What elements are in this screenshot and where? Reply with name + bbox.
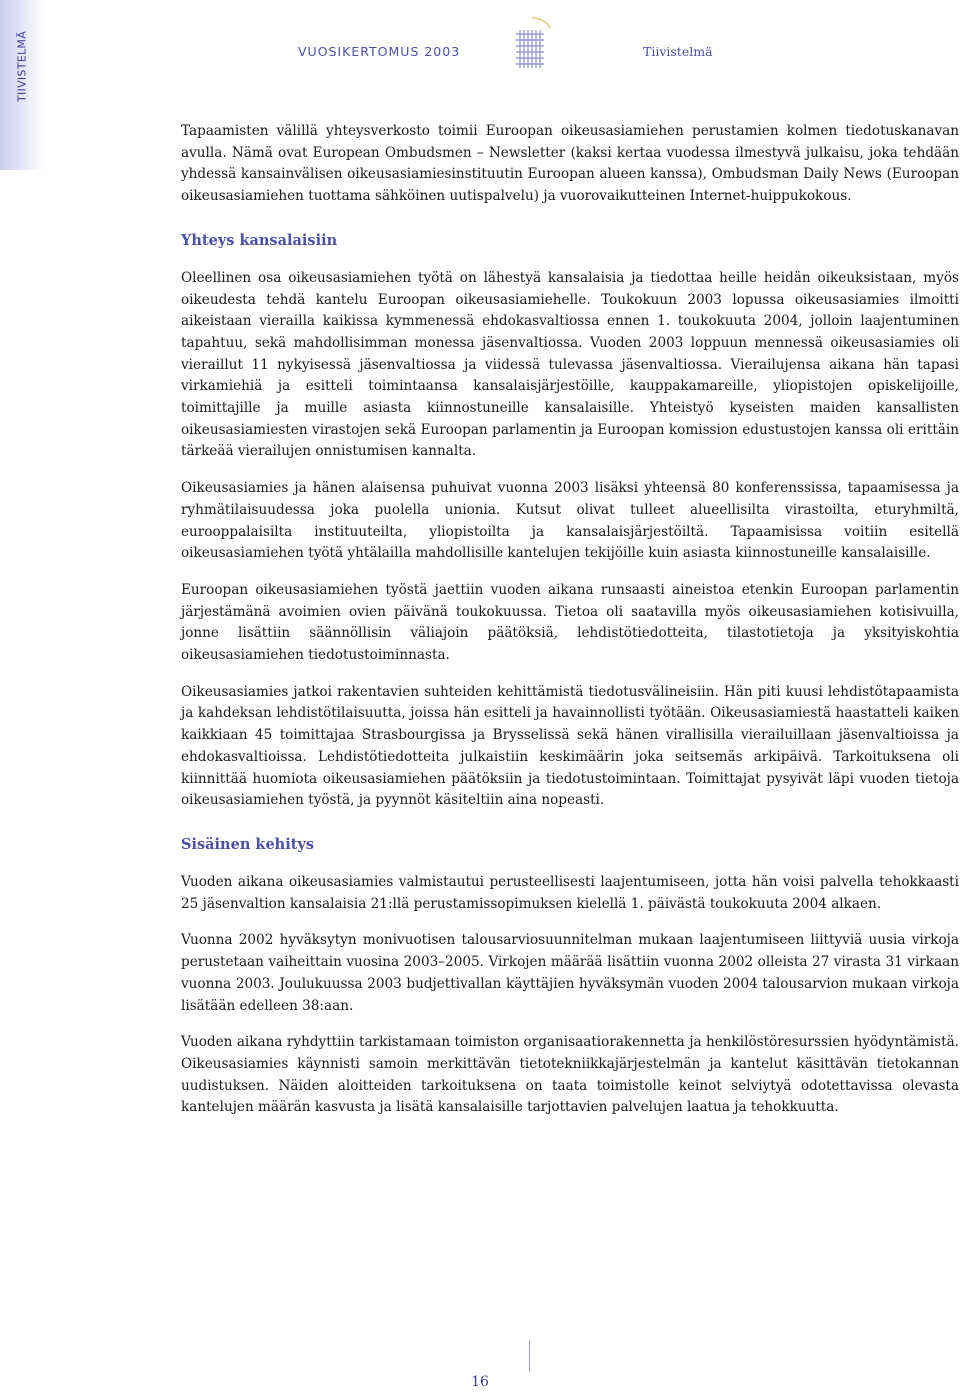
paragraph: Oikeusasiamies jatkoi rakentavien suhteiden kehittämistä tiedotusvälineisiin. Hän piti kuusi lehdistötapaamista ja kahdeksan lehdistötilaisuutta, joissa hän esitteli ja havainnollisti työtään. Oikeusasiamiestä haastatteli kaiken kaikkiaan 45 toimittajaa Strasbourgissa ja Brysselissä sekä hänen virallisilla vierailuillaan jäsenvaltioissa ja ehdokasvaltioissa. Lehdistötiedotteita julkaistiin keskimäärin joka seitsemäs arkipäivä. Tarkoituksena oli kiinnittää huomiota oikeusasiamiehen päätöksiin ja tiedotustoimintaan. Toimittajat pysyivät läpi vuoden tietoja oikeusasiamiehen työstä, ja pyynnöt käsiteltiin aina nopeasti. <box>181 683 959 809</box>
paragraph: Tapaamisten välillä yhteysverkosto toimii Euroopan oikeusasiamiehen perustamien kolmen tiedotuskanavan avulla. Nämä ovat European Ombudsmen – Newsletter (kaksi kertaa vuodessa ilmestyvä julkaisu, joka tehdään yhdessä kansainvälisen oikeusasiamiesinstituutin Euroopan alueen kanssa), Ombudsman Daily News (Euroopan oikeusasiamiehen tuottama sähköinen uutispalvelu) ja vuorovaikutteinen Internet-huippukokous. <box>181 123 959 205</box>
page-number: 16 <box>471 1374 489 1390</box>
paragraph: Oikeusasiamies ja hänen alaisensa puhuivat vuonna 2003 lisäksi yhteensä 80 konferenssissa, tapaamisessa ja ryhmätilaisuudessa joka puolella unionia. Kutsut olivat tulleet alueellisilta virastoilta, eturyhmiltä, eurooppalaisilta instituuteilta, yliopistoilta ja kansalaisjärjestöiltä. Tapaamisissa voitiin esitellä oikeusasiamiehen työtä yhtälailla mahdollisille kantelujen tekijöille kuin asiasta kiinnostuneille kansalaisille. <box>181 480 959 562</box>
side-tab <box>0 0 44 170</box>
report-title: VUOSIKERTOMUS 2003 <box>298 44 461 59</box>
paragraph: Oleellinen osa oikeusasiamiehen työtä on lähestyä kansalaisia ja tiedottaa heille heidän oikeuksistaan, myös oikeudesta tehdä kantelu Euroopan oikeusasiamiehelle. Toukokuun 2003 lopussa oikeusasiamies ilmoitti aikeistaan vierailla kaikissa kymmenessä ehdokasvaltiossa ennen 1. toukokuuta 2004, jolloin laajentuminen tapahtuu, sekä mahdollisimman monessa jäsenvaltiossa. Vuoden 2003 loppuun mennessä oikeusasiamies oli vieraillut 11 nykyisessä jäsenvaltiossa ja viidessä tulevassa jäsenvaltiossa. Vierailujensa aikana hän tapasi virkamiehiä ja esitteli toimintaansa kansalaisjärjestöille, kauppakamareille, yliopistojen opiskelijoille, toimittajille ja muille asiasta kiinnostuneille kansalaisille. Yhteistyö kyseisten maiden kansallisten oikeusasiamiesten virastojen sekä Euroopan parlamentin ja Euroopan komission edustustojen kanssa oli erittäin tärkeää vierailujen onnistumisen kannalta. <box>181 269 959 460</box>
ombudsman-logo-icon <box>510 14 554 74</box>
section-heading: Yhteys kansalaisiin <box>181 231 338 249</box>
page-content <box>181 121 959 1134</box>
paragraph: Vuonna 2002 hyväksytyn monivuotisen talousarviosuunnitelman mukaan laajentumiseen liittyviä uusia virkoja perustetaan vaiheittain vuosina 2003–2005. Virkojen määrää lisättiin vuonna 2002 olleista 27 virasta 31 virkaan vuonna 2003. Joulukuussa 2003 budjettivallan käyttäjien hyväksymän vuoden 2004 talousarvion mukaan virkoja lisätään edelleen 38:aan. <box>181 932 959 1014</box>
page-number-rule <box>529 1340 530 1372</box>
paragraph: Vuoden aikana oikeusasiamies valmistautui perusteellisesti laajentumiseen, jotta hän voisi palvella tehokkaasti 25 jäsenvaltion kansalaisia 21:llä perustamissopimuksen kielellä 1. päivästä toukokuuta 2004 alkaen. <box>181 873 959 912</box>
section-title: Tiivistelmä <box>643 44 713 59</box>
section-heading: Sisäinen kehitys <box>181 835 315 853</box>
side-tab-label: TIIVISTELMÄ <box>15 30 29 103</box>
paragraph: Euroopan oikeusasiamiehen työstä jaettiin vuoden aikana runsaasti aineistoa etenkin Euroopan parlamentin järjestämänä avoimien ovien päivänä toukokuussa. Tietoa oli saatavilla myös oikeusasiamiehen kotisivuilla, jonne lisättiin säännöllisin väliajoin päätöksiä, lehdistötiedotteita, tilastotietoja ja yksityiskohtia oikeusasiamiehen tiedotustoiminnasta. <box>181 581 959 664</box>
paragraph: Vuoden aikana ryhdyttiin tarkistamaan toimiston organisaatiorakennetta ja henkilöstöresurssien hyödyntämistä. Oikeusasiamies käynnisti samoin merkittävän tietotekniikkajärjestelmän ja kantelut käsittävän tietokannan uudistuksen. Näiden aloitteiden tarkoituksena on taata toimistolle keinot selviytyä odotettavissa olevasta kantelujen määrän kasvusta ja lisätä kansalaisille tarjottavien palvelujen laatua ja tehokkuutta. <box>181 1034 959 1116</box>
